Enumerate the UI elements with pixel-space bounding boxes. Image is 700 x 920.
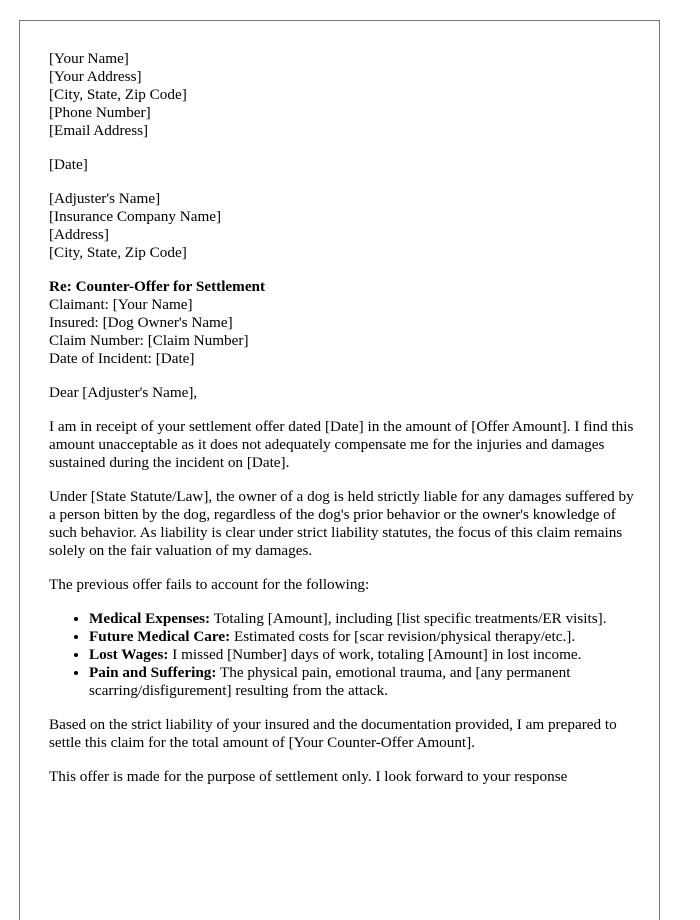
damage-label: Pain and Suffering: [89,664,217,681]
date-of-incident-line: Date of Incident: [Date] [49,350,195,367]
insured-line: Insured: [Dog Owner's Name] [49,314,233,331]
paragraph-counter-offer: Based on the strict liability of your insured and the documentation provided, I am prepared to settle this claim for the total amount of [Your Counter-Offer Amount]. [49,716,617,751]
damage-label: Future Medical Care: [89,628,231,645]
list-item [89,628,639,646]
sender-block [49,50,639,140]
list-item [89,664,639,700]
paragraph-closing: This offer is made for the purpose of settlement only. I look forward to your response [49,768,568,785]
claimant-line: Claimant: [Your Name] [49,296,193,313]
salutation: Dear [Adjuster's Name], [49,384,198,401]
letter-body [49,50,639,802]
paragraph-damages-intro: The previous offer fails to account for the following: [49,576,370,593]
letter-page [19,20,660,920]
sender-name: [Your Name] [49,50,129,67]
paragraph-offer-receipt: I am in receipt of your settlement offer dated [Date] in the amount of [Offer Amount]. I find this amount unacceptable as it does not adequately compensate me for the injuries and damages sustained during the incident on [Date]. [49,418,634,471]
recipient-company: [Insurance Company Name] [49,208,222,225]
damage-text: Totaling [Amount], including [list specific treatments/ER visits]. [210,610,607,627]
sender-city-state-zip: [City, State, Zip Code] [49,86,187,103]
recipient-block [49,190,639,262]
recipient-address: [Address] [49,226,109,243]
recipient-name: [Adjuster's Name] [49,190,161,207]
sender-email: [Email Address] [49,122,149,139]
damage-text: The physical pain, emotional trauma, and [any permanent scarring/disfigurement] resulting from the attack. [89,664,571,699]
subject-text: Re: Counter-Offer for Settlement [49,278,266,295]
date-block [49,156,639,174]
letter-date: [Date] [49,156,88,173]
damage-label: Medical Expenses: [89,610,211,627]
list-item [89,646,639,664]
damage-label: Lost Wages: [89,646,169,663]
list-item [89,610,639,628]
paragraph-strict-liability: Under [State Statute/Law], the owner of a dog is held strictly liable for any damages suffered by a person bitten by the dog, regardless of the dog's prior behavior or the owner's knowledge of such behavior. As liability is clear under strict liability statutes, the focus of this claim remains solely on the fair valuation of my damages. [49,488,634,559]
claim-number-line: Claim Number: [Claim Number] [49,332,249,349]
sender-phone: [Phone Number] [49,104,151,121]
damages-list [49,610,639,700]
damage-text: I missed [Number] days of work, totaling [Amount] in lost income. [168,646,582,663]
damage-text: Estimated costs for [scar revision/physical therapy/etc.]. [230,628,576,645]
recipient-city-state-zip: [City, State, Zip Code] [49,244,187,261]
subject-line [49,278,639,296]
reference-block [49,278,639,368]
sender-address: [Your Address] [49,68,142,85]
